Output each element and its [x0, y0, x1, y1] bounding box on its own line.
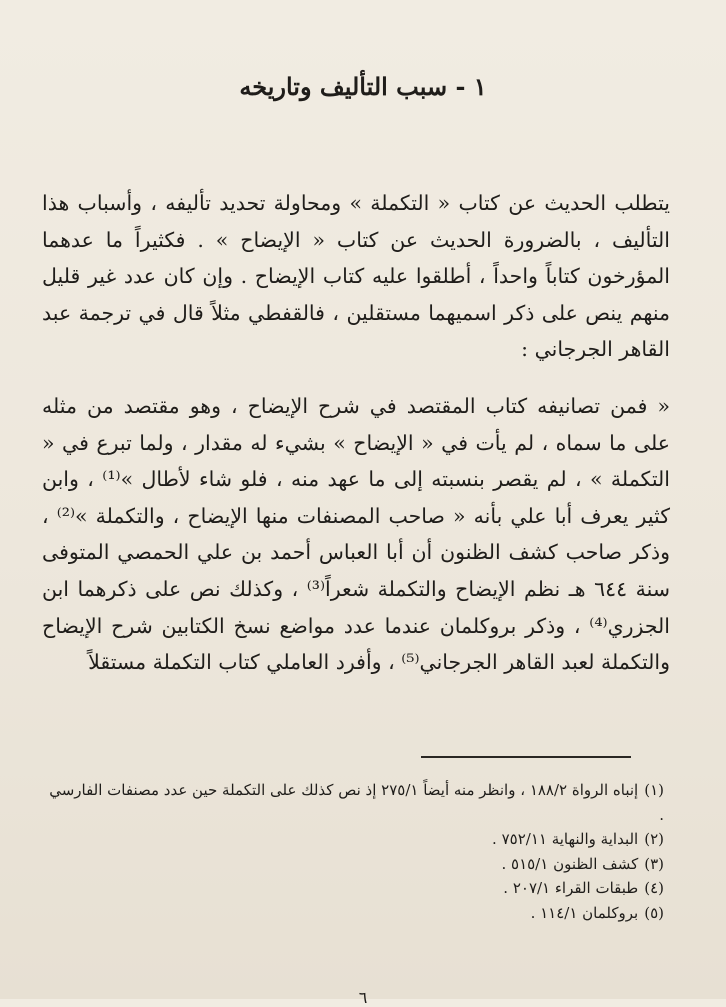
footnote-separator: [421, 756, 631, 758]
footnote-3: [40, 852, 664, 877]
footnote-4: [40, 876, 664, 901]
footnote-number: (٤): [644, 879, 664, 897]
footnote-text: طبقات القراء ٢٠٧/١ .: [503, 879, 639, 897]
footnote-number: (٥): [644, 903, 664, 922]
page-number: ٦: [358, 988, 368, 1007]
footnote-number: (٣): [644, 854, 664, 873]
footnote-number: (٢): [644, 830, 664, 848]
paragraph-2: « فمن تصانيفه كتاب المقتصد في شرح الإيضاح ، وهو مقتصد من مثله على ما سماه ، لم يأت في « الإيضاح » بشيء له مقدار ، ولما تبرع في « التكملة » ، لم يقصر بنسبته إلى ما عهد منه ، فلو شاء لأطال »⁽¹⁾ ، وابن كثير يعرف أبا علي بأنه « صاحب المصنفات منها الإيضاح ، والتكملة »⁽²⁾ ، وذكر صاحب كشف الظنون أن أبا العباس أحمد بن علي الحمصي المتوفى سنة ٦٤٤ هـ نظم الإيضاح والتكملة شعراً⁽³⁾ ، وكذلك نص على ذكرهما ابن الجزري⁽⁴⁾ ، وذكر بروكلمان عندما عدد مواضع نسخ الكتابين شرح الإيضاح والتكملة لعبد القاهر الجرجاني⁽⁵⁾ ، وأفرد العاملي كتاب التكملة مستقلاً: [42, 393, 671, 675]
footnote-1: [40, 778, 664, 827]
section-heading: ١ - سبب التأليف وتاريخه: [239, 72, 487, 101]
paragraph-1: يتطلب الحديث عن كتاب « التكملة » ومحاولة تحديد تأليفه ، وأسباب هذا التأليف ، بالضرورة الحديث عن كتاب « الإيضاح » . فكثيراً ما عدهما المؤرخون كتاباً واحداً ، أطلقوا عليه كتاب الإيضاح . وإن كان عدد غير قليل منهم ينص على ذكر اسميهما مستقلين ، فالقفطي مثلاً قال في ترجمة عبد القاهر الجرجاني :: [42, 191, 670, 362]
footnote-text: إنباه الرواة ١٨٨/٢ ، وانظر منه أيضاً ٢٧٥/١ إذ نص كذلك على التكملة حين عدد مصنفات الفارسي .: [49, 781, 664, 824]
footnote-text: كشف الظنون ٥١٥/١ .: [501, 854, 639, 873]
footnote-text: البداية والنهاية ٧٥٢/١١ .: [492, 830, 639, 848]
footnote-number: (١): [644, 781, 664, 799]
footnote-5: [40, 901, 664, 926]
body-text: [42, 185, 670, 681]
footnotes: [40, 778, 664, 925]
footnote-2: [40, 827, 664, 852]
footnote-text: بروكلمان ١١٤/١ .: [530, 903, 639, 922]
